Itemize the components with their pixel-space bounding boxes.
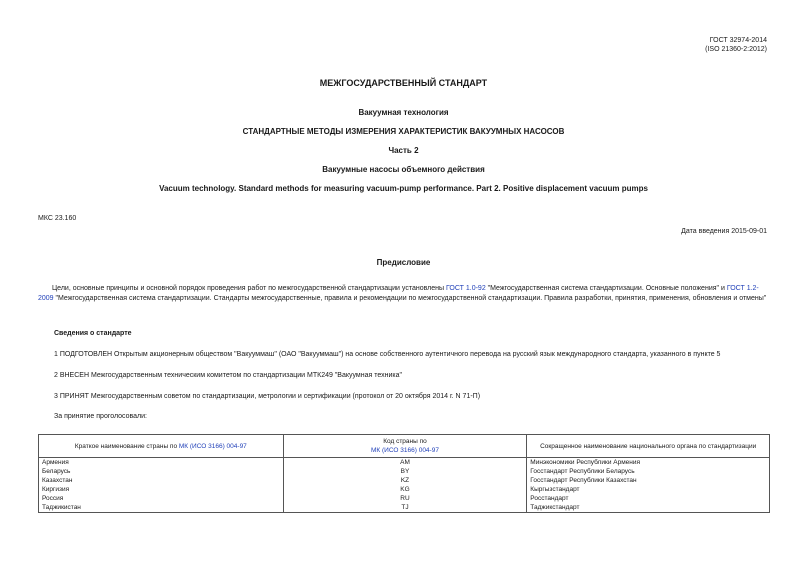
country-cell: Киргизия: [39, 485, 284, 494]
gost-number: ГОСТ 32974-2014: [709, 37, 767, 44]
part-subtitle: Вакуумные насосы объемного действия: [322, 165, 485, 174]
table-header-row: [39, 435, 770, 458]
foreword-heading: Предисловие: [376, 258, 431, 267]
country-column-header: [39, 435, 284, 458]
standard-type-title: МЕЖГОСУДАРСТВЕННЫЙ СТАНДАРТ: [319, 78, 488, 88]
part-title: Часть 2: [388, 146, 419, 155]
code-cell: RU: [283, 494, 527, 503]
country-header-text: Краткое наименование страны по: [74, 442, 179, 450]
table-row: [39, 503, 770, 513]
country-cell: Россия: [39, 494, 284, 503]
foreword-text-3: "Межгосударственная система стандартизации. Стандарты межгосударственные, правила и рекомендации по межгосударственной стандартизации. Правила разработки, принятия, применения, обновления и отмены": [53, 295, 767, 302]
code-cell: AM: [283, 458, 527, 468]
iso-number: (ISO 21360-2:2012): [705, 46, 767, 53]
table-row: [39, 494, 770, 503]
country-cell: Армения: [39, 458, 284, 468]
country-cell: Таджикистан: [39, 503, 284, 513]
code-cell: KG: [283, 485, 527, 494]
body-cell: Минэкономики Республики Армения: [527, 458, 770, 468]
code-cell: BY: [283, 467, 527, 476]
item-submitted: 2 ВНЕСЕН Межгосударственным техническим комитетом по стандартизации МТК249 "Вакуумная техника": [54, 372, 402, 379]
country-cell: Казахстан: [39, 476, 284, 485]
code-cell: TJ: [283, 503, 527, 513]
foreword-text-2: "Межгосударственная система стандартизации. Основные положения" и: [485, 285, 727, 292]
body-cell: Кыргызстандарт: [527, 485, 770, 494]
voted-label: За принятие проголосовали:: [54, 413, 147, 420]
table-row: [39, 476, 770, 485]
foreword-text-1: Цели, основные принципы и основной порядок проведения работ по межгосударственной стандартизации установлены: [52, 285, 446, 292]
subject-title: Вакуумная технология: [358, 108, 449, 117]
main-title: СТАНДАРТНЫЕ МЕТОДЫ ИЗМЕРЕНИЯ ХАРАКТЕРИСТИК ВАКУУМНЫХ НАСОСОВ: [242, 127, 565, 136]
foreword-paragraph: [38, 284, 771, 304]
voting-countries-table: [38, 434, 770, 513]
table-row: [39, 485, 770, 494]
intro-date: Дата введения 2015-09-01: [681, 228, 767, 235]
body-column-header: Сокращенное наименование национального органа по стандартизации: [527, 435, 770, 458]
mk-iso-3166-link[interactable]: МК (ИСО 3166) 004-97: [178, 442, 247, 450]
table-row: [39, 467, 770, 476]
item-prepared: 1 ПОДГОТОВЛЕН Открытым акционерным обществом "Вакууммаш" (ОАО "Вакууммаш") на основе собственного аутентичного перевода на русский язык международного стандарта, указанного в пункте 5: [54, 351, 721, 358]
gost-1-0-92-link[interactable]: ГОСТ 1.0-92: [445, 285, 486, 292]
code-column-header: [283, 435, 527, 458]
body-cell: Госстандарт Республики Казахстан: [527, 476, 770, 485]
body-cell: Таджикстандарт: [527, 503, 770, 513]
body-cell: Росстандарт: [527, 494, 770, 503]
mk-iso-3166-code-link[interactable]: МК (ИСО 3166) 004-97: [371, 447, 439, 454]
code-header-text: Код страны по: [383, 438, 427, 445]
body-cell: Госстандарт Республики Беларусь: [527, 467, 770, 476]
code-cell: KZ: [283, 476, 527, 485]
table-row: [39, 458, 770, 468]
mks-code: МКС 23.160: [38, 215, 77, 222]
item-adopted: 3 ПРИНЯТ Межгосударственным советом по стандартизации, метрологии и сертификации (протокол от 20 октября 2014 г. N 71-П): [54, 393, 481, 400]
country-cell: Беларусь: [39, 467, 284, 476]
english-title: Vacuum technology. Standard methods for measuring vacuum-pump performance. Part 2. Positive displacement vacuum pumps: [159, 184, 648, 193]
info-heading: Сведения о стандарте: [54, 330, 132, 337]
gost-1-2-2009-link[interactable]: ГОСТ 1.2-2009: [38, 285, 759, 302]
